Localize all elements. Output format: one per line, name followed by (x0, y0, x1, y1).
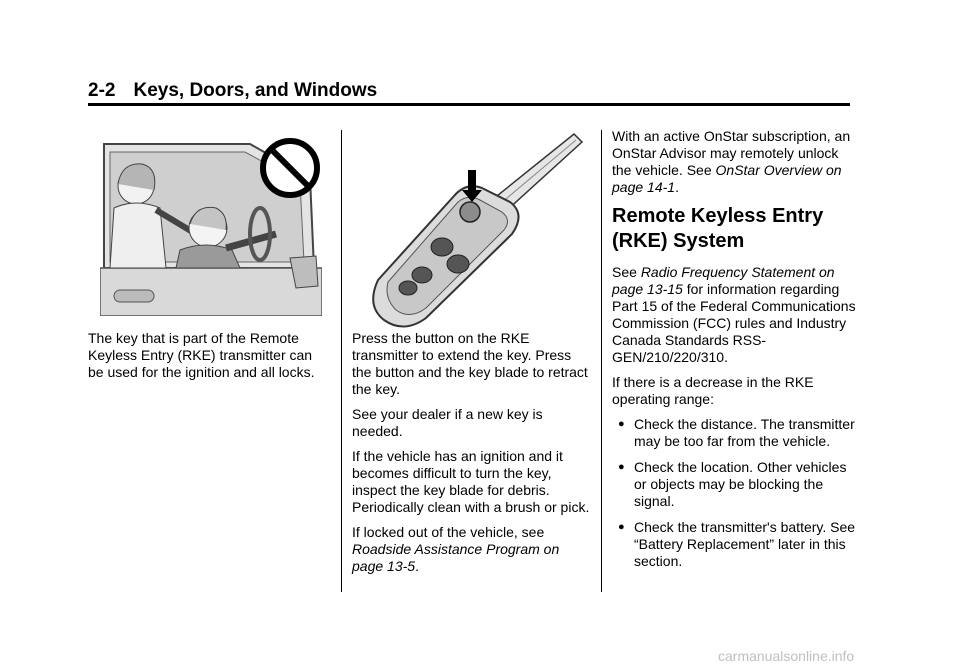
list-item: ● Check the distance. The transmitter may be too far from the vehicle. (618, 416, 855, 449)
page-number: 2-2 (88, 80, 116, 101)
children-in-car-illustration (100, 138, 322, 321)
section-title: Keys, Doors, and Windows (133, 80, 378, 101)
column-1 (88, 330, 328, 389)
col2-paragraph-1: Press the button on the RKE transmitter to extend the key. Press the button and the key blade to retract the key. (352, 330, 588, 397)
col3-paragraph-3: If there is a decrease in the RKE operating range: (612, 374, 814, 407)
radio-frequency-link[interactable]: Radio Frequency Statement on page 13-15 (612, 264, 835, 297)
bullet-icon: ● (618, 461, 625, 473)
rke-range-checklist (612, 416, 856, 570)
page-header (88, 80, 377, 102)
rke-key-fob-illustration (362, 130, 587, 340)
onstar-overview-link[interactable]: OnStar Overview on page 14-1 (612, 162, 842, 195)
rke-section-heading: Remote Keyless Entry (RKE) System (612, 205, 824, 252)
list-item: ● Check the transmitter's battery. See “Battery Replacement” later in this section. (618, 519, 856, 569)
list-item: ● Check the location. Other vehicles or objects may be blocking the signal. (618, 459, 847, 509)
column-divider-1 (341, 130, 342, 592)
column-2 (352, 330, 594, 583)
col2-paragraph-2: See your dealer if a new key is needed. (352, 406, 543, 439)
roadside-assistance-link[interactable]: Roadside Assistance Program on page 13-5 (352, 541, 560, 574)
col3-paragraph-2: See Radio Frequency Statement on page 13-15 for information regarding Part 15 of the Federal Communications Commission (FCC) rules and Industry Canada Standards RSS-GEN/210/220/310. (612, 264, 856, 365)
col2-paragraph-4: If locked out of the vehicle, see Roadside Assistance Program on page 13-5. (352, 524, 560, 574)
watermark: carmanualsonline.info (718, 648, 855, 664)
bullet-icon: ● (618, 418, 625, 430)
column-3 (612, 128, 856, 579)
column-divider-2 (601, 130, 602, 592)
bullet-icon: ● (618, 521, 625, 533)
col2-paragraph-3: If the vehicle has an ignition and it becomes difficult to turn the key, inspect the key blade for debris. Periodically clean with a brush or pick. (352, 448, 590, 515)
header-rule (88, 103, 850, 106)
col3-intro-paragraph: With an active OnStar subscription, an OnStar Advisor may remotely unlock the vehicle. See OnStar Overview on page 14-1. (612, 128, 851, 195)
col1-paragraph: The key that is part of the Remote Keyless Entry (RKE) transmitter can be used for the ignition and all locks. (88, 330, 315, 380)
